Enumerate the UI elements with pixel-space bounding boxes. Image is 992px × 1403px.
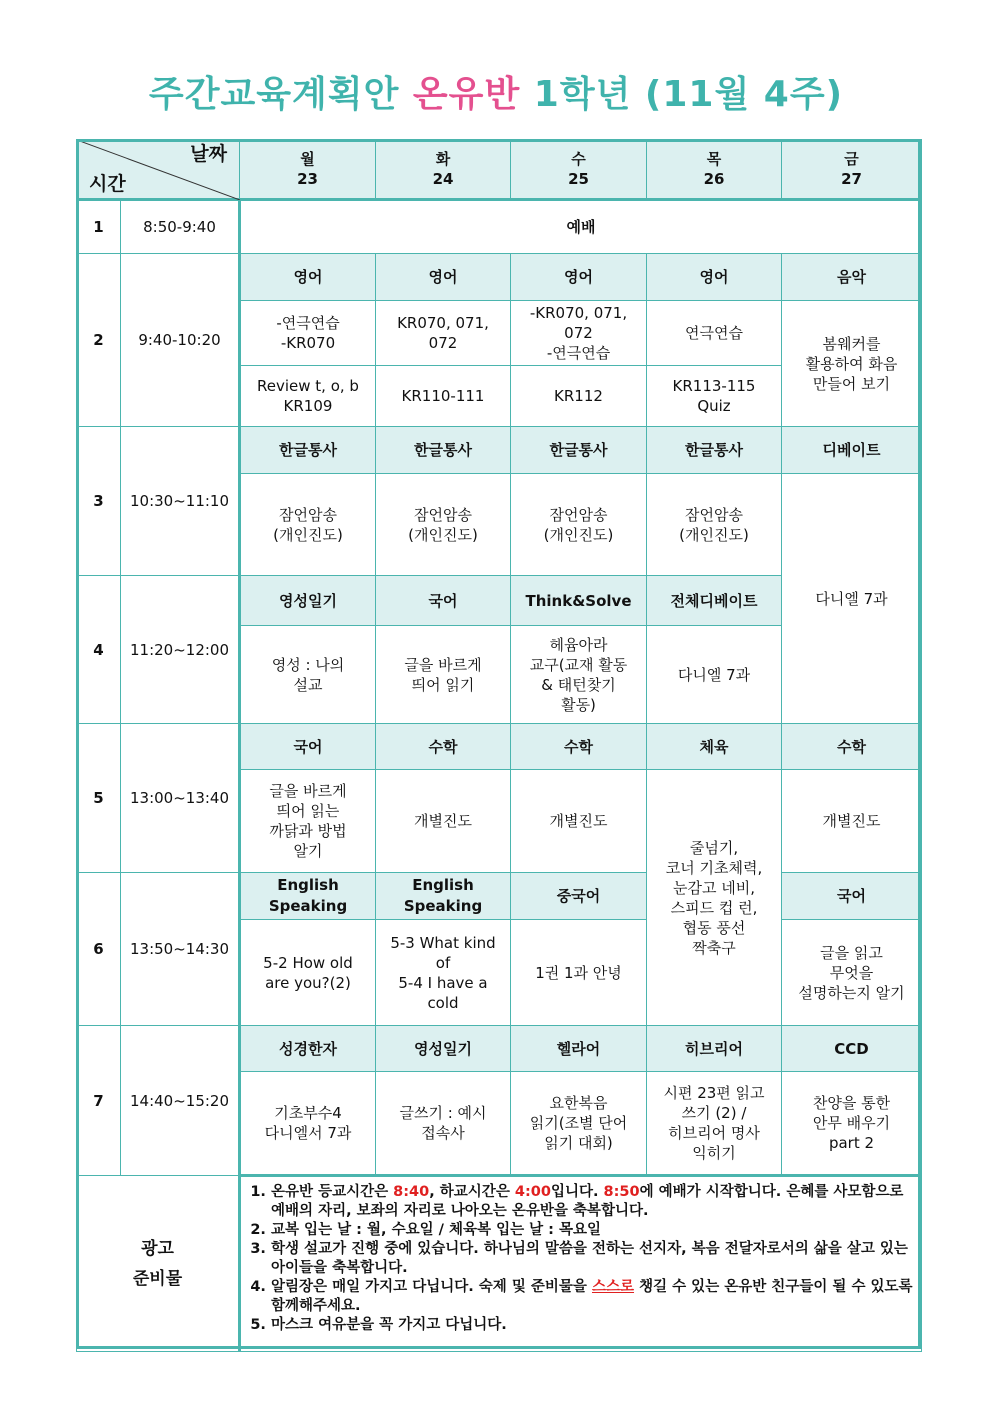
period-number: 2	[77, 254, 121, 427]
self-emphasis: 스스로	[591, 1279, 635, 1295]
notice-text: 알림장은 매일 가지고 다닙니다. 숙제 및 준비물을	[271, 1279, 592, 1295]
period-time: 13:50~14:30	[121, 873, 240, 1026]
subject-cell: 국어	[376, 576, 511, 626]
activity-cell: 잠언암송 (개인진도)	[240, 474, 376, 576]
day-name: 수	[571, 150, 586, 168]
activity-cell: 잠언암송 (개인진도)	[647, 474, 782, 576]
day-date: 26	[703, 170, 725, 188]
arrival-time: 8:40	[393, 1184, 430, 1200]
period-number: 1	[77, 200, 121, 254]
subject-cell: 수학	[376, 724, 511, 770]
activity-cell: 영성 : 나의 설교	[240, 626, 376, 724]
activity-cell: 개별진도	[376, 770, 511, 873]
day-date: 27	[841, 170, 862, 188]
period-number: 3	[77, 427, 121, 576]
activity-cell: 잠언암송 (개인진도)	[511, 474, 647, 576]
title-grade-week: 1학년 (11월 4주)	[533, 74, 844, 115]
activity-cell: KR070, 071, 072	[376, 301, 511, 366]
subject-cell: English Speaking	[240, 873, 376, 920]
notice-text: 입니다.	[550, 1184, 604, 1200]
period-number: 7	[77, 1026, 121, 1176]
activity-cell: 헤윰아라 교구(교재 활동 & 태턴찾기 활동)	[511, 626, 647, 724]
day-name: 금	[844, 150, 859, 168]
title-class: 온유반	[412, 74, 521, 115]
subject-cell: 영성일기	[376, 1026, 511, 1072]
period-number: 5	[77, 724, 121, 873]
activity-cell: 개별진도	[511, 770, 647, 873]
activity-cell: 찬양을 통한 안무 배우기 part 2	[782, 1072, 922, 1176]
activity-cell: 시편 23편 읽고 쓰기 (2) / 히브리어 명사 익히기	[647, 1072, 782, 1176]
activity-cell: KR112	[511, 366, 647, 427]
subject-cell: 한글통사	[647, 427, 782, 474]
activity-cell: Review t, o, b KR109	[240, 366, 376, 427]
worship-cell: 예배	[240, 200, 922, 254]
activity-cell: 요한복음 읽기(조별 단어 읽기 대회)	[511, 1072, 647, 1176]
subject-cell: 한글통사	[376, 427, 511, 474]
activity-cell: 글을 바르게 띄어 읽는 까닭과 방법 알기	[240, 770, 376, 873]
notice-text: 챙길 수 있는 온유반 친구들이 될 수 있도록 함께해주세요.	[271, 1279, 913, 1314]
notice-text: 마스크 여유분을 꼭 가지고 다닙니다.	[271, 1317, 507, 1333]
day-date: 24	[432, 170, 454, 188]
activity-cell: 글을 읽고 무엇을 설명하는지 알기	[782, 920, 922, 1026]
subject-cell: 영어	[647, 254, 782, 301]
notes-label-ads: 광고	[141, 1238, 174, 1259]
period-time: 10:30~11:10	[121, 427, 240, 576]
period-time: 9:40-10:20	[121, 254, 240, 427]
date-label: 날짜	[190, 143, 227, 165]
subject-cell: 한글통사	[240, 427, 376, 474]
notice-text: 에 예배가 시작합니다. 은혜를 사모함으로 예배의 자리, 보좌의 자리로 나아오는 온유반을 축복합니다.	[271, 1184, 904, 1219]
table-outer-border	[76, 139, 921, 1349]
subject-cell: 히브리어	[647, 1026, 782, 1072]
activity-cell: KR113-115 Quiz	[647, 366, 782, 427]
subject-cell: 수학	[782, 724, 922, 770]
dismissal-time: 4:00	[514, 1184, 551, 1200]
subject-cell: 음악	[782, 254, 922, 301]
day-name: 화	[435, 150, 451, 168]
activity-cell: 5-3 What kind of 5-4 I have a cold	[376, 920, 511, 1026]
activity-cell: 글쓰기 : 예시 접속사	[376, 1072, 511, 1176]
subject-cell: 국어	[782, 873, 922, 920]
period-time: 11:20~12:00	[121, 576, 240, 724]
page-title	[0, 66, 992, 117]
period-number: 6	[77, 873, 121, 1026]
subject-cell: English Speaking	[376, 873, 511, 920]
period-time: 8:50-9:40	[121, 200, 240, 254]
activity-cell: 5-2 How old are you?(2)	[240, 920, 376, 1026]
activity-cell: 다니엘 7과	[647, 626, 782, 724]
activity-cell: 잠언암송 (개인진도)	[376, 474, 511, 576]
worship-time: 8:50	[603, 1184, 640, 1200]
subject-cell: 성경한자	[240, 1026, 376, 1072]
title-main: 주간교육계획안	[148, 74, 400, 115]
subject-cell: 영어	[511, 254, 647, 301]
subject-cell: 전체디베이트	[647, 576, 782, 626]
activity-cell: 연극연습	[647, 301, 782, 366]
day-name: 목	[706, 150, 722, 168]
subject-cell: 영성일기	[240, 576, 376, 626]
activity-cell: 줄넘기, 코너 기초체력, 눈감고 네비, 스피드 컵 런, 협동 풍선 짝축구	[647, 770, 782, 1026]
period-time: 14:40~15:20	[121, 1026, 240, 1176]
notice-text: 학생 설교가 진행 중에 있습니다. 하나님의 말씀을 전하는 선지자, 복음 전달자로서의 삶을 살고 있는 아이들을 축복합니다.	[271, 1241, 908, 1276]
subject-cell: 영어	[240, 254, 376, 301]
notice-text: , 하교시간은	[429, 1184, 515, 1200]
notice-text: 교복 입는 날 : 월, 수요일 / 체육복 입는 날 : 목요일	[271, 1222, 602, 1238]
subject-cell: 중국어	[511, 873, 647, 920]
activity-cell: 1권 1과 안녕	[511, 920, 647, 1026]
day-name: 월	[300, 150, 315, 168]
subject-cell: Think&Solve	[511, 576, 647, 626]
subject-cell: 헬라어	[511, 1026, 647, 1072]
subject-cell: 영어	[376, 254, 511, 301]
period-time: 13:00~13:40	[121, 724, 240, 873]
subject-cell: 수학	[511, 724, 647, 770]
activity-cell: KR110-111	[376, 366, 511, 427]
activity-cell: 개별진도	[782, 770, 922, 873]
subject-cell: CCD	[782, 1026, 922, 1072]
activity-cell: -연극연습 -KR070	[240, 301, 376, 366]
subject-cell: 한글통사	[511, 427, 647, 474]
activity-cell: -KR070, 071, 072 -연극연습	[511, 301, 647, 366]
subject-cell: 국어	[240, 724, 376, 770]
subject-cell: 디베이트	[782, 427, 922, 474]
day-date: 23	[297, 170, 318, 188]
notes-label-supplies: 준비물	[132, 1268, 183, 1289]
activity-cell: 다니엘 7과	[782, 474, 922, 724]
subject-cell: 체육	[647, 724, 782, 770]
activity-cell: 글을 바르게 띄어 읽기	[376, 626, 511, 724]
time-label: 시간	[89, 173, 126, 195]
day-date: 25	[568, 170, 589, 188]
notice-text: 온유반 등교시간은	[271, 1184, 394, 1200]
activity-cell: 봄웨커를 활용하여 화음 만들어 보기	[782, 301, 922, 427]
activity-cell: 기초부수4 다니엘서 7과	[240, 1072, 376, 1176]
period-number: 4	[77, 576, 121, 724]
